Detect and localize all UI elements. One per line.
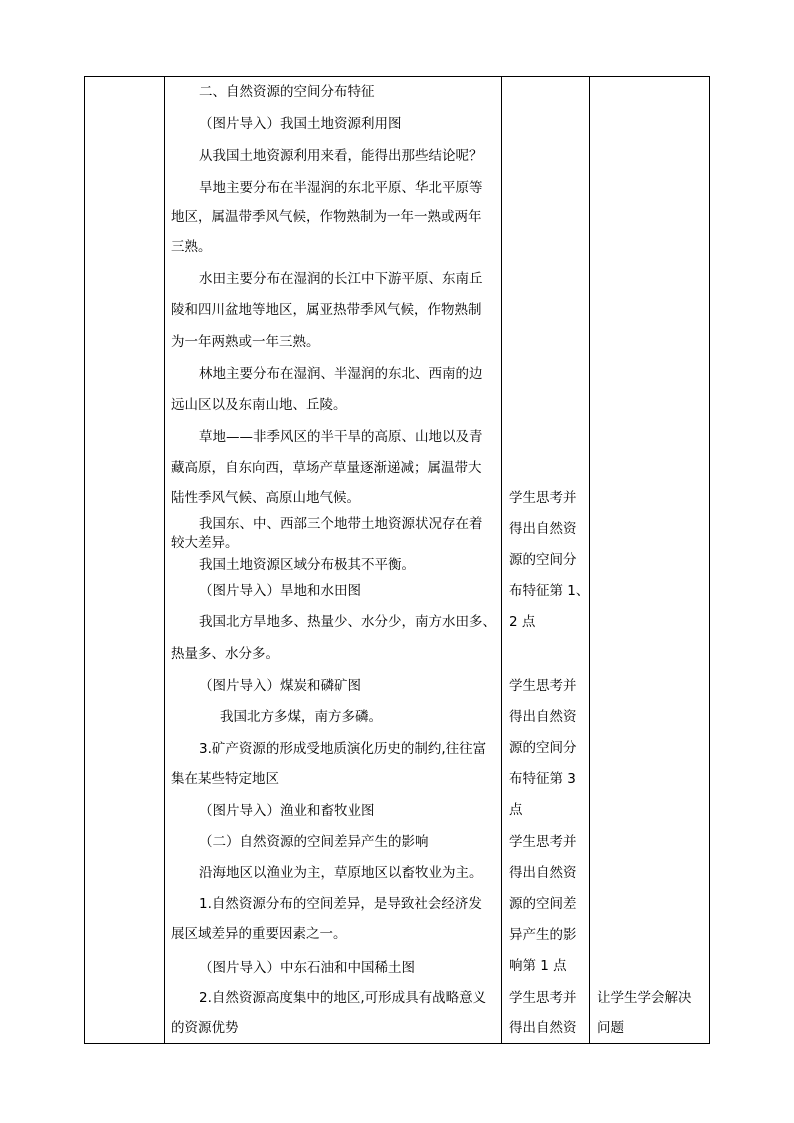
student-activity-line: 学生思考并: [509, 834, 577, 850]
student-activity-line: 源的空间分: [509, 740, 577, 756]
student-activity-line: 得出自然资: [509, 865, 577, 881]
student-activity-line: 得出自然资: [509, 1020, 577, 1036]
content-line: 水田主要分布在湿润的长江中下游平原、东南丘: [199, 271, 483, 287]
content-line: 我国东、中、西部三个地带土地资源状况存在着: [199, 516, 483, 532]
student-activity-line: 响第 1 点: [509, 958, 567, 974]
section-heading: 二、自然资源的空间分布特征: [199, 84, 375, 100]
content-line: 1.自然资源分布的空间差异，是导致社会经济发: [199, 896, 482, 912]
table-top-border: [84, 76, 710, 77]
student-activity-line: 布特征第 3: [509, 771, 576, 787]
column-divider-2: [501, 76, 502, 1044]
student-activity-line: 得出自然资: [509, 709, 577, 725]
table-left-border: [84, 76, 85, 1044]
content-line: 展区域差异的重要因素之一。: [171, 926, 347, 942]
content-line: （图片导入）煤炭和磷矿图: [199, 678, 361, 694]
content-line: 陆性季风气候、高原山地气候。: [171, 490, 360, 506]
student-activity-line: 学生思考并: [509, 490, 577, 506]
content-line: 我国北方多煤，南方多磷。: [220, 709, 382, 725]
column-divider-1: [164, 76, 165, 1044]
table-bottom-border: [84, 1043, 710, 1044]
design-purpose-line: 让学生学会解决: [597, 990, 692, 1006]
content-line: （图片导入）渔业和畜牧业图: [199, 803, 375, 819]
content-line: 沿海地区以渔业为主，草原地区以畜牧业为主。: [199, 865, 483, 881]
content-line: 的资源优势: [171, 1020, 239, 1036]
student-activity-line: 得出自然资: [509, 521, 577, 537]
content-line: 草地——非季风区的半干旱的高原、山地以及青: [199, 429, 483, 445]
content-line: 从我国土地资源利用来看，能得出那些结论呢？: [199, 148, 483, 164]
content-line: （图片导入）中东石油和中国稀土图: [199, 960, 415, 976]
content-line: 三熟。: [171, 239, 212, 255]
content-line: 地区，属温带季风气候，作物熟制为一年一熟或两年: [171, 209, 482, 225]
content-line: （图片导入）旱地和水田图: [199, 583, 361, 599]
content-line: 我国土地资源区域分布极其不平衡。: [199, 557, 415, 573]
column-divider-3: [589, 76, 590, 1044]
content-line: 3.矿产资源的形成受地质演化历史的制约,往往富: [199, 741, 487, 757]
student-activity-line: 布特征第 1、: [509, 583, 590, 599]
content-line: 旱地主要分布在半湿润的东北平原、华北平原等: [199, 180, 483, 196]
student-activity-line: 源的空间差: [509, 896, 577, 912]
student-activity-line: 异产生的影: [509, 927, 577, 943]
student-activity-line: 2 点: [509, 614, 536, 630]
student-activity-line: 学生思考并: [509, 678, 577, 694]
content-line: 藏高原，自东向西，草场产草量逐渐递减；属温带大: [171, 460, 482, 476]
content-line: 为一年两熟或一年三熟。: [171, 334, 320, 350]
content-line: 我国北方旱地多、热量少、水分少，南方水田多、: [199, 614, 496, 630]
content-line: 热量多、水分多。: [171, 646, 279, 662]
content-line: （图片导入）我国土地资源利用图: [199, 116, 402, 132]
content-line: 远山区以及东南山地、丘陵。: [171, 397, 347, 413]
student-activity-line: 点: [509, 802, 523, 818]
subsection-heading: （二）自然资源的空间差异产生的影响: [199, 834, 429, 850]
content-line: 2.自然资源高度集中的地区,可形成具有战略意义: [199, 990, 487, 1006]
student-activity-line: 学生思考并: [509, 990, 577, 1006]
content-line: 集在某些特定地区: [171, 771, 279, 787]
student-activity-line: 源的空间分: [509, 552, 577, 568]
content-line: 陵和四川盆地等地区，属亚热带季风气候，作物熟制: [171, 302, 482, 318]
content-line: 林地主要分布在湿润、半湿润的东北、西南的边: [199, 366, 483, 382]
content-line: 较大差异。: [171, 535, 239, 551]
design-purpose-line: 问题: [597, 1020, 624, 1036]
table-right-border: [709, 76, 710, 1044]
